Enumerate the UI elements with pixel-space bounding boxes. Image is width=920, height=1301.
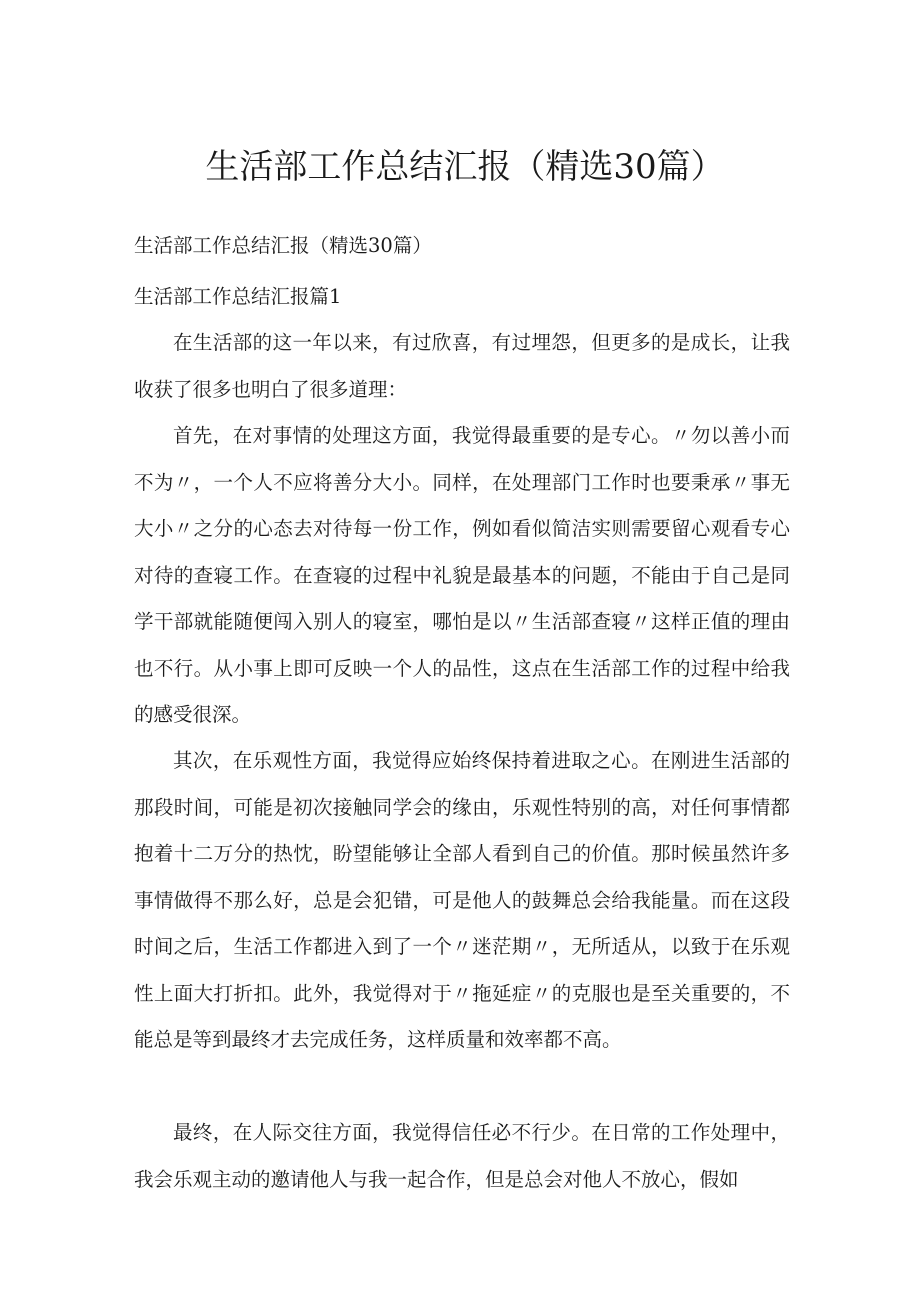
document-title: 生活部工作总结汇报（精选30篇） [205, 147, 725, 187]
paragraph-2: 首先，在对事情的处理这方面，我觉得最重要的是专心。〃勿以善小而不为〃，一个人不应将善分大小。同样，在处理部门工作时也要秉承〃事无大小〃之分的心态去对待每一份工作，例如看似简洁实则需要留心观看专心对待的查寝工作。在查寝的过程中礼貌是最基本的问题，不能由于自己是同学干部就能随便闯入别人的寝室，哪怕是以〃生活部查寝〃这样正值的理由也不行。从小事上即可反映一个人的品性，这点在生活部工作的过程中给我的感受很深。 [134, 424, 790, 726]
paragraph-4: 最终，在人际交往方面，我觉得信任必不行少。在日常的工作处理中，我会乐观主动的邀请他人与我一起合作，但是总会对他人不放心，假如 [134, 1121, 790, 1191]
paragraph-3: 其次，在乐观性方面，我觉得应始终保持着进取之心。在刚进生活部的那段时间，可能是初次接触同学会的缘由，乐观性特别的高，对任何事情都抱着十二万分的热忱，盼望能够让全部人看到自己的价值。那时候虽然许多事情做得不那么好，总是会犯错，可是他人的鼓舞总会给我能量。而在这段时间之后，生活工作都进入到了一个〃迷茫期〃，无所适从，以致于在乐观性上面大打折扣。此外，我觉得对于〃拖延症〃的克服也是至关重要的，不能总是等到最终才去完成任务，这样质量和效率都不高。 [134, 749, 790, 1051]
document-subtitle: 生活部工作总结汇报（精选30篇） [134, 234, 432, 257]
paragraph-1: 在生活部的这一年以来，有过欣喜，有过埋怨，但更多的是成长，让我收获了很多也明白了很多道理： [134, 331, 790, 401]
section-heading: 生活部工作总结汇报篇1 [134, 285, 342, 308]
